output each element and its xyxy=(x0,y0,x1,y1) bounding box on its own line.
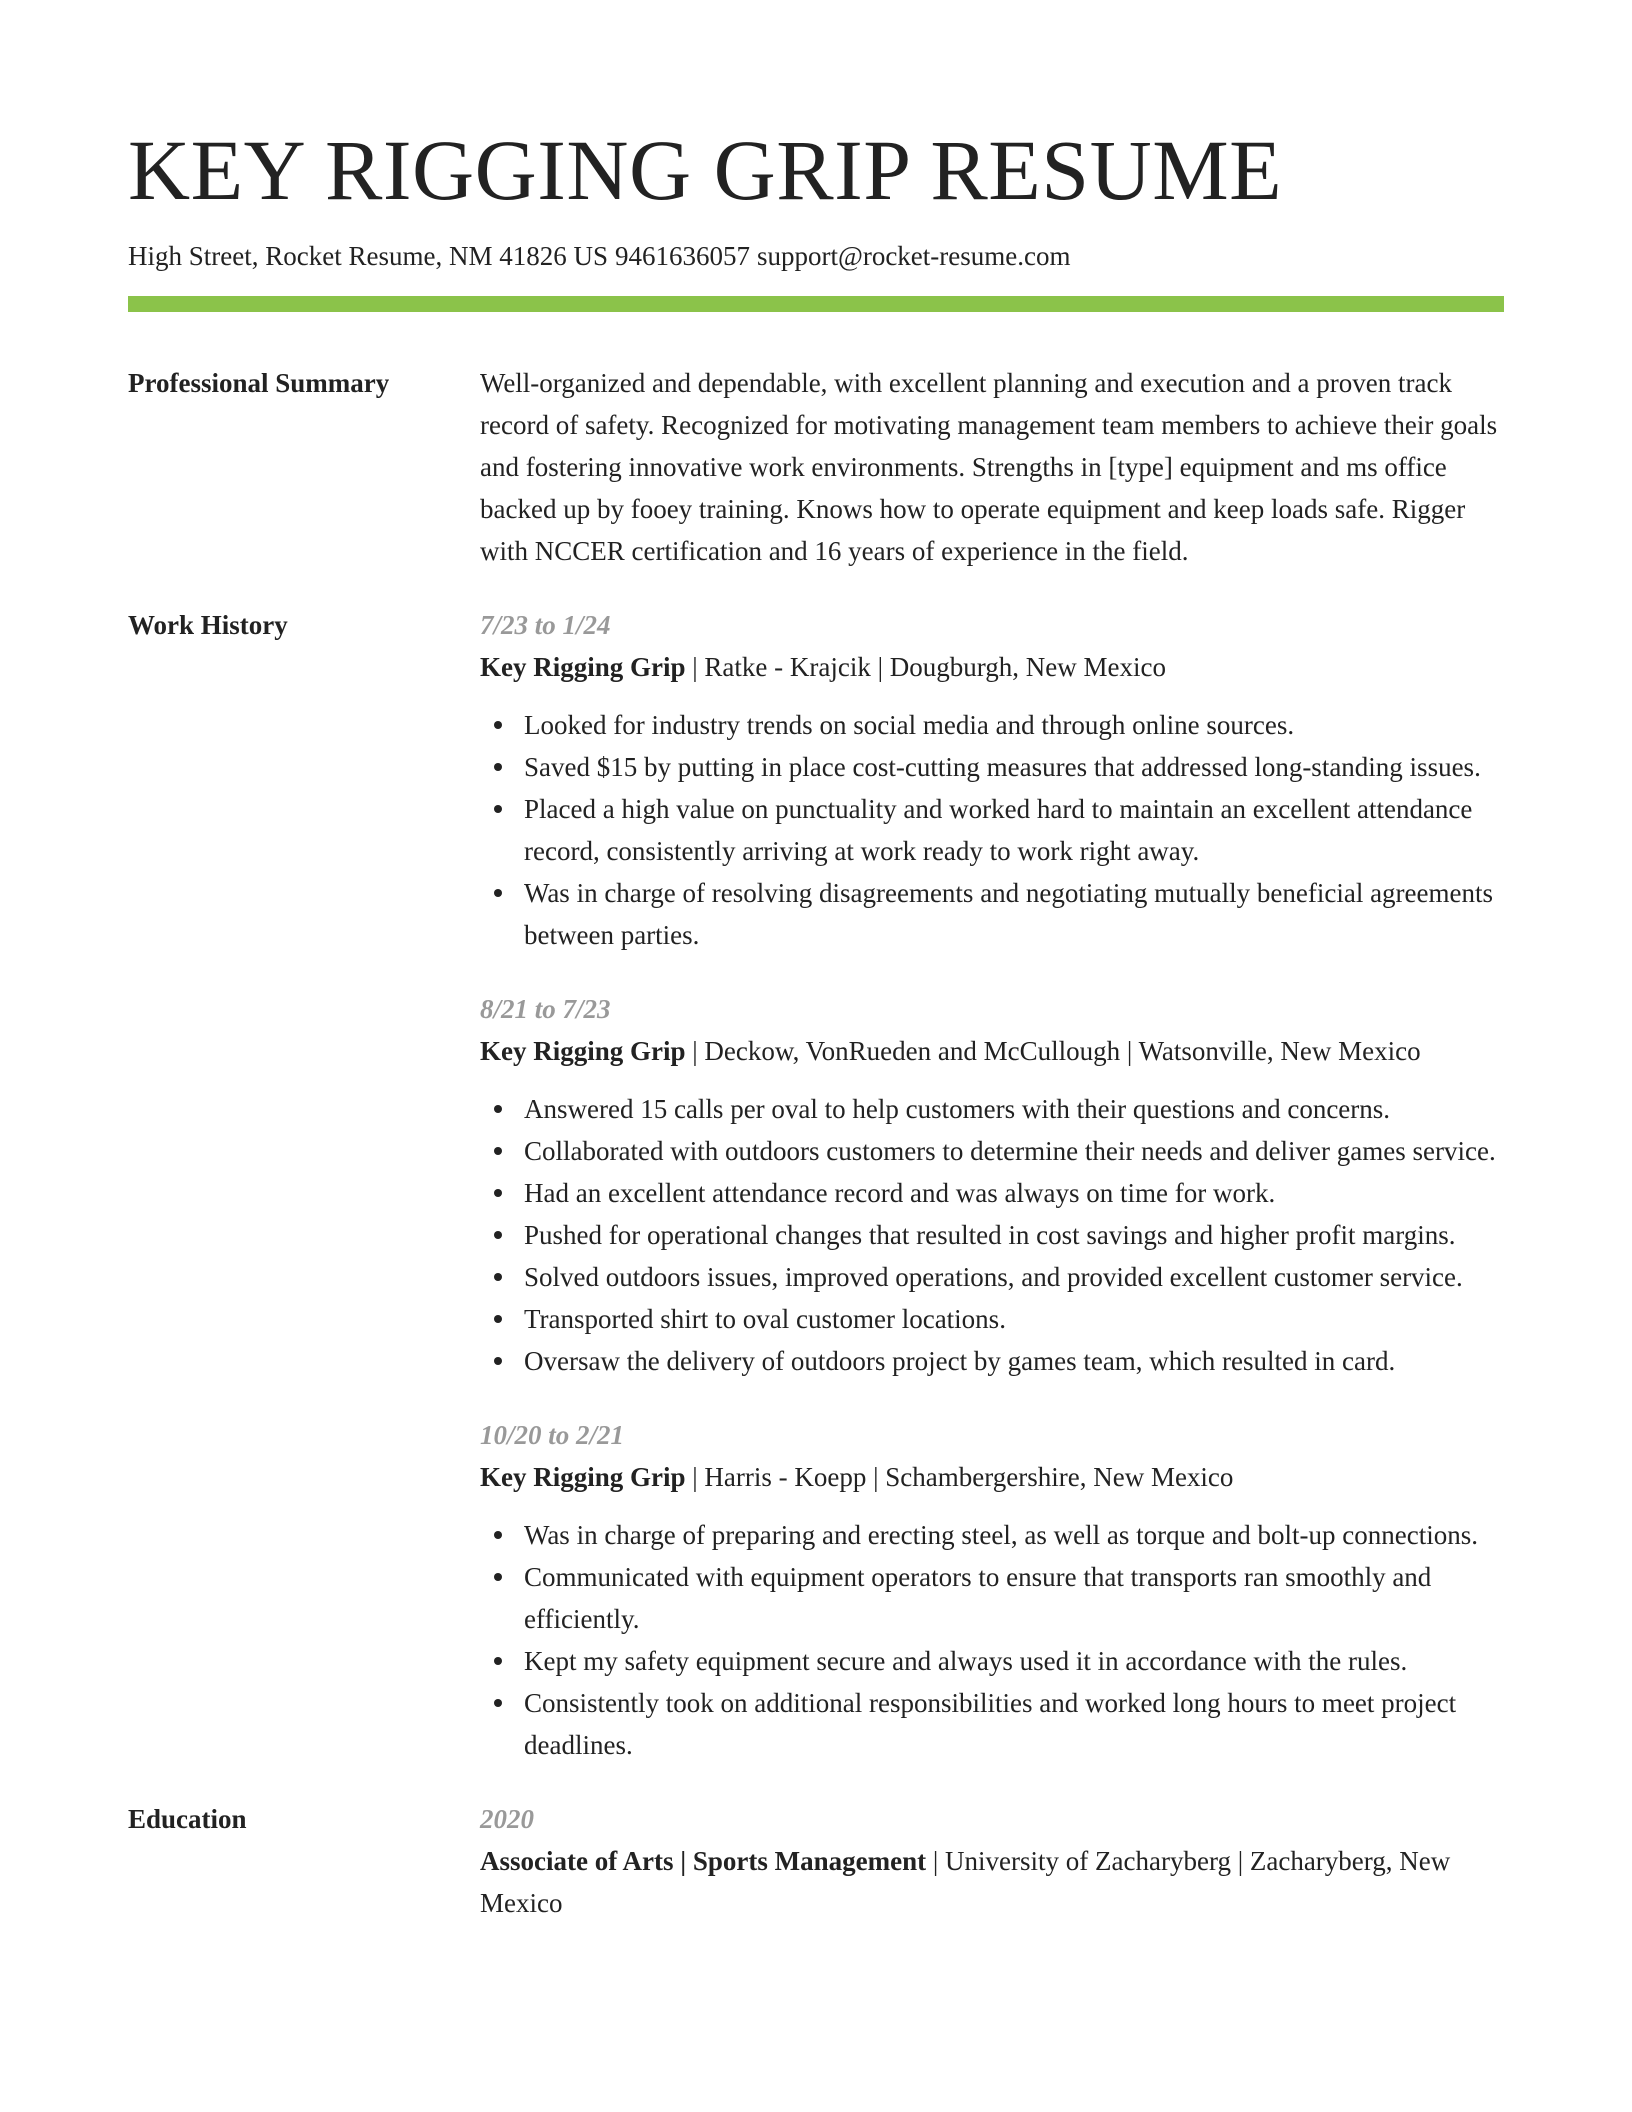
job-bullets xyxy=(480,1088,1504,1382)
section-label-work: Work History xyxy=(128,610,288,640)
resume-page xyxy=(128,0,1504,1924)
resume-title: KEY RIGGING GRIP RESUME xyxy=(128,122,1283,218)
separator: | xyxy=(866,1462,886,1492)
job-bullet: Transported shirt to oval customer locations. xyxy=(524,1298,1504,1340)
separator: | xyxy=(926,1846,946,1876)
education-year: 2020 xyxy=(480,1804,534,1834)
job-location: Watsonville, New Mexico xyxy=(1138,1036,1421,1066)
job-location: Dougburgh, New Mexico xyxy=(889,652,1166,682)
job-bullet: Pushed for operational changes that resulted in cost savings and higher profit margins. xyxy=(524,1214,1504,1256)
job-company: Ratke - Krajcik xyxy=(704,652,871,682)
separator: | xyxy=(870,652,890,682)
header-divider xyxy=(128,296,1504,312)
job-header xyxy=(480,1456,1504,1498)
education-section xyxy=(128,1798,1504,1924)
job-bullet: Communicated with equipment operators to ensure that transports ran smoothly and efficiently. xyxy=(524,1556,1504,1640)
job-location: Schambergershire, New Mexico xyxy=(885,1462,1234,1492)
education-degree: Associate of Arts | Sports Management xyxy=(480,1846,927,1876)
job-entry xyxy=(480,604,1504,956)
job-title: Key Rigging Grip xyxy=(480,652,686,682)
job-entry xyxy=(480,988,1504,1382)
work-history-body xyxy=(480,604,1504,1766)
job-title: Key Rigging Grip xyxy=(480,1036,686,1066)
job-title: Key Rigging Grip xyxy=(480,1462,686,1492)
job-bullet: Oversaw the delivery of outdoors project by games team, which resulted in card. xyxy=(524,1340,1504,1382)
education-body xyxy=(480,1798,1504,1924)
job-entry xyxy=(480,1414,1504,1766)
contact-phone: 9461636057 xyxy=(614,241,750,271)
job-dates: 10/20 to 2/21 xyxy=(480,1420,625,1450)
job-bullet: Was in charge of preparing and erecting steel, as well as torque and bolt-up connections. xyxy=(524,1514,1504,1556)
summary-text: Well-organized and dependable, with excellent planning and execution and a proven track record of safety. Recognized for motivating management team members to achieve their goals and fostering innovative work environments. Strengths in [type] equipment and ms office backed up by fooey training. Knows how to operate equipment and keep loads safe. Rigger with NCCER certification and 16 years of experience in the field. xyxy=(480,368,1498,566)
professional-summary-section xyxy=(128,362,1504,572)
summary-body xyxy=(480,362,1504,572)
contact-address: High Street, Rocket Resume, NM 41826 US xyxy=(128,241,608,271)
job-bullets xyxy=(480,1514,1504,1766)
job-company: Deckow, VonRueden and McCullough xyxy=(704,1036,1121,1066)
job-bullet: Placed a high value on punctuality and worked hard to maintain an excellent attendance record, consistently arriving at work ready to work right away. xyxy=(524,788,1504,872)
job-bullets xyxy=(480,704,1504,956)
contact-line xyxy=(128,238,1504,274)
job-bullet: Kept my safety equipment secure and always used it in accordance with the rules. xyxy=(524,1640,1504,1682)
contact-email: support@rocket-resume.com xyxy=(756,241,1071,271)
separator: | xyxy=(1120,1036,1139,1066)
education-institution: University of Zacharyberg xyxy=(945,1846,1231,1876)
separator: | xyxy=(685,652,705,682)
section-label-summary: Professional Summary xyxy=(128,368,390,398)
job-bullet: Saved $15 by putting in place cost-cutting measures that addressed long-standing issues. xyxy=(524,746,1504,788)
job-bullet: Answered 15 calls per oval to help customers with their questions and concerns. xyxy=(524,1088,1504,1130)
work-history-section xyxy=(128,604,1504,1766)
job-bullet: Consistently took on additional responsibilities and worked long hours to meet project deadlines. xyxy=(524,1682,1504,1766)
job-bullet: Solved outdoors issues, improved operations, and provided excellent customer service. xyxy=(524,1256,1504,1298)
education-location: Zacharyberg, New Mexico xyxy=(480,1846,1451,1918)
job-bullet: Was in charge of resolving disagreements and negotiating mutually beneficial agreements between parties. xyxy=(524,872,1504,956)
separator: | xyxy=(1230,1846,1250,1876)
job-company: Harris - Koepp xyxy=(704,1462,867,1492)
separator: | xyxy=(685,1462,705,1492)
job-bullet: Had an excellent attendance record and was always on time for work. xyxy=(524,1172,1504,1214)
section-label-education: Education xyxy=(128,1804,247,1834)
job-bullet: Looked for industry trends on social media and through online sources. xyxy=(524,704,1504,746)
job-dates: 8/21 to 7/23 xyxy=(480,994,611,1024)
job-bullet: Collaborated with outdoors customers to determine their needs and deliver games service. xyxy=(524,1130,1504,1172)
separator: | xyxy=(685,1036,705,1066)
education-header xyxy=(480,1840,1504,1924)
job-header xyxy=(480,646,1504,688)
job-header xyxy=(480,1030,1504,1072)
job-dates: 7/23 to 1/24 xyxy=(480,610,611,640)
